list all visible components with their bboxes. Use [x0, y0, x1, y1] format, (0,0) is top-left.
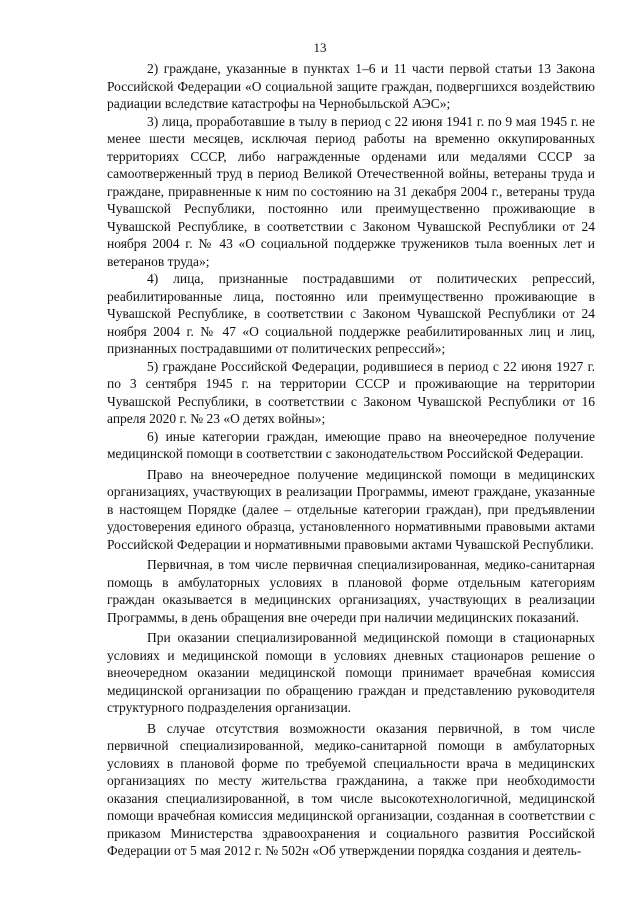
- paragraph-item-5-children-of-war: 5) граждане Российской Федерации, родившиеся в период с 22 июня 1927 г. по 3 сентября 1945 г. на территории СССР и проживающие на территории Чувашской Республики, в соответствии с Законом Чувашской Республики от 16 апреля 2020 г. № 23 «О детях войны»;: [107, 358, 595, 426]
- paragraph-no-possibility: В случае отсутствия возможности оказания первичной, в том числе первичной специализированной, медико-санитарной помощи в амбулаторных условиях в плановой форме по требуемой специальности врача в медицинских организациях по месту жительства гражданина, а также при необходимости оказания специализированной, в том числе высокотехнологичной, медицинской помощи врачебная комиссия медицинской организации, созданная в соответствии с приказом Министерства здравоохранения и социального развития Российской Федерации от 5 мая 2012 г. № 502н «Об утверждении порядка создания и деятель-: [107, 720, 595, 858]
- paragraph-primary-care: Первичная, в том числе первичная специализированная, медико-санитарная помощь в амбулаторных условиях в плановой форме отдельным категориям граждан оказывается в медицинских организациях, участвующих в реализации Программы, в день обращения вне очереди при наличии медицинских показаний.: [107, 557, 595, 625]
- paragraph-priority-right: Право на внеочередное получение медицинской помощи в медицинских организациях, участвующих в реализации Программы, имеют граждане, указанные в настоящем Порядке (далее – отдельные категории граждан), при предъявлении удостоверения единого образца, установленного нормативными правовыми актами Российской Федерации и нормативными правовыми актами Чувашской Республики.: [107, 466, 595, 552]
- paragraph-item-3-home-front-workers: 3) лица, проработавшие в тылу в период с 22 июня 1941 г. по 9 мая 1945 г. не менее шести месяцев, исключая период работы на временно оккупированных территориях СССР, либо награжденные орденами или медалями СССР за самоотверженный труд в период Великой Отечественной войны, ветераны труда и граждане, приравненные к ним по состоянию на 31 декабря 2004 г., ветераны труда Чувашской Республики, постоянно или преимущественно проживающие в Чувашской Республике, в соответствии с Законом Чувашской Республики от 24 ноября 2004 г. № 43 «О социальной поддержке тружеников тыла военных лет и ветеранов труда»;: [107, 113, 595, 269]
- paragraph-item-4-repressed: 4) лица, признанные пострадавшими от политических репрессий, реабилитированные лица, постоянно или преимущественно проживающие в Чувашской Республике, в соответствии с Законом Чувашской Республики от 24 ноября 2004 г. № 47 «О социальной поддержке реабилитированных лиц и лиц, признанных пострадавшими от политических репрессий»;: [107, 271, 595, 356]
- paragraph-item-6-other-categories: 6) иные категории граждан, имеющие право на внеочередное получение медицинской помощи в соответствии с законодательством Российской Федерации.: [107, 428, 595, 461]
- paragraph-specialized-care: При оказании специализированной медицинской помощи в стационарных условиях и медицинской помощи в условиях дневных стационаров решение о внеочередном оказании медицинской помощи принимает врачебная комиссия медицинской организации по обращению граждан и представлению руководителя структурного подразделения организации.: [107, 630, 595, 715]
- paragraph-item-2-chernobyl: 2) граждане, указанные в пунктах 1–6 и 11 части первой статьи 13 Закона Российской Федерации «О социальной защите граждан, подвергшихся воздействию радиации вследствие катастрофы на Чернобыльской АЭС»;: [107, 61, 595, 111]
- page-number: 13: [313, 40, 327, 55]
- document-body: [107, 60, 595, 860]
